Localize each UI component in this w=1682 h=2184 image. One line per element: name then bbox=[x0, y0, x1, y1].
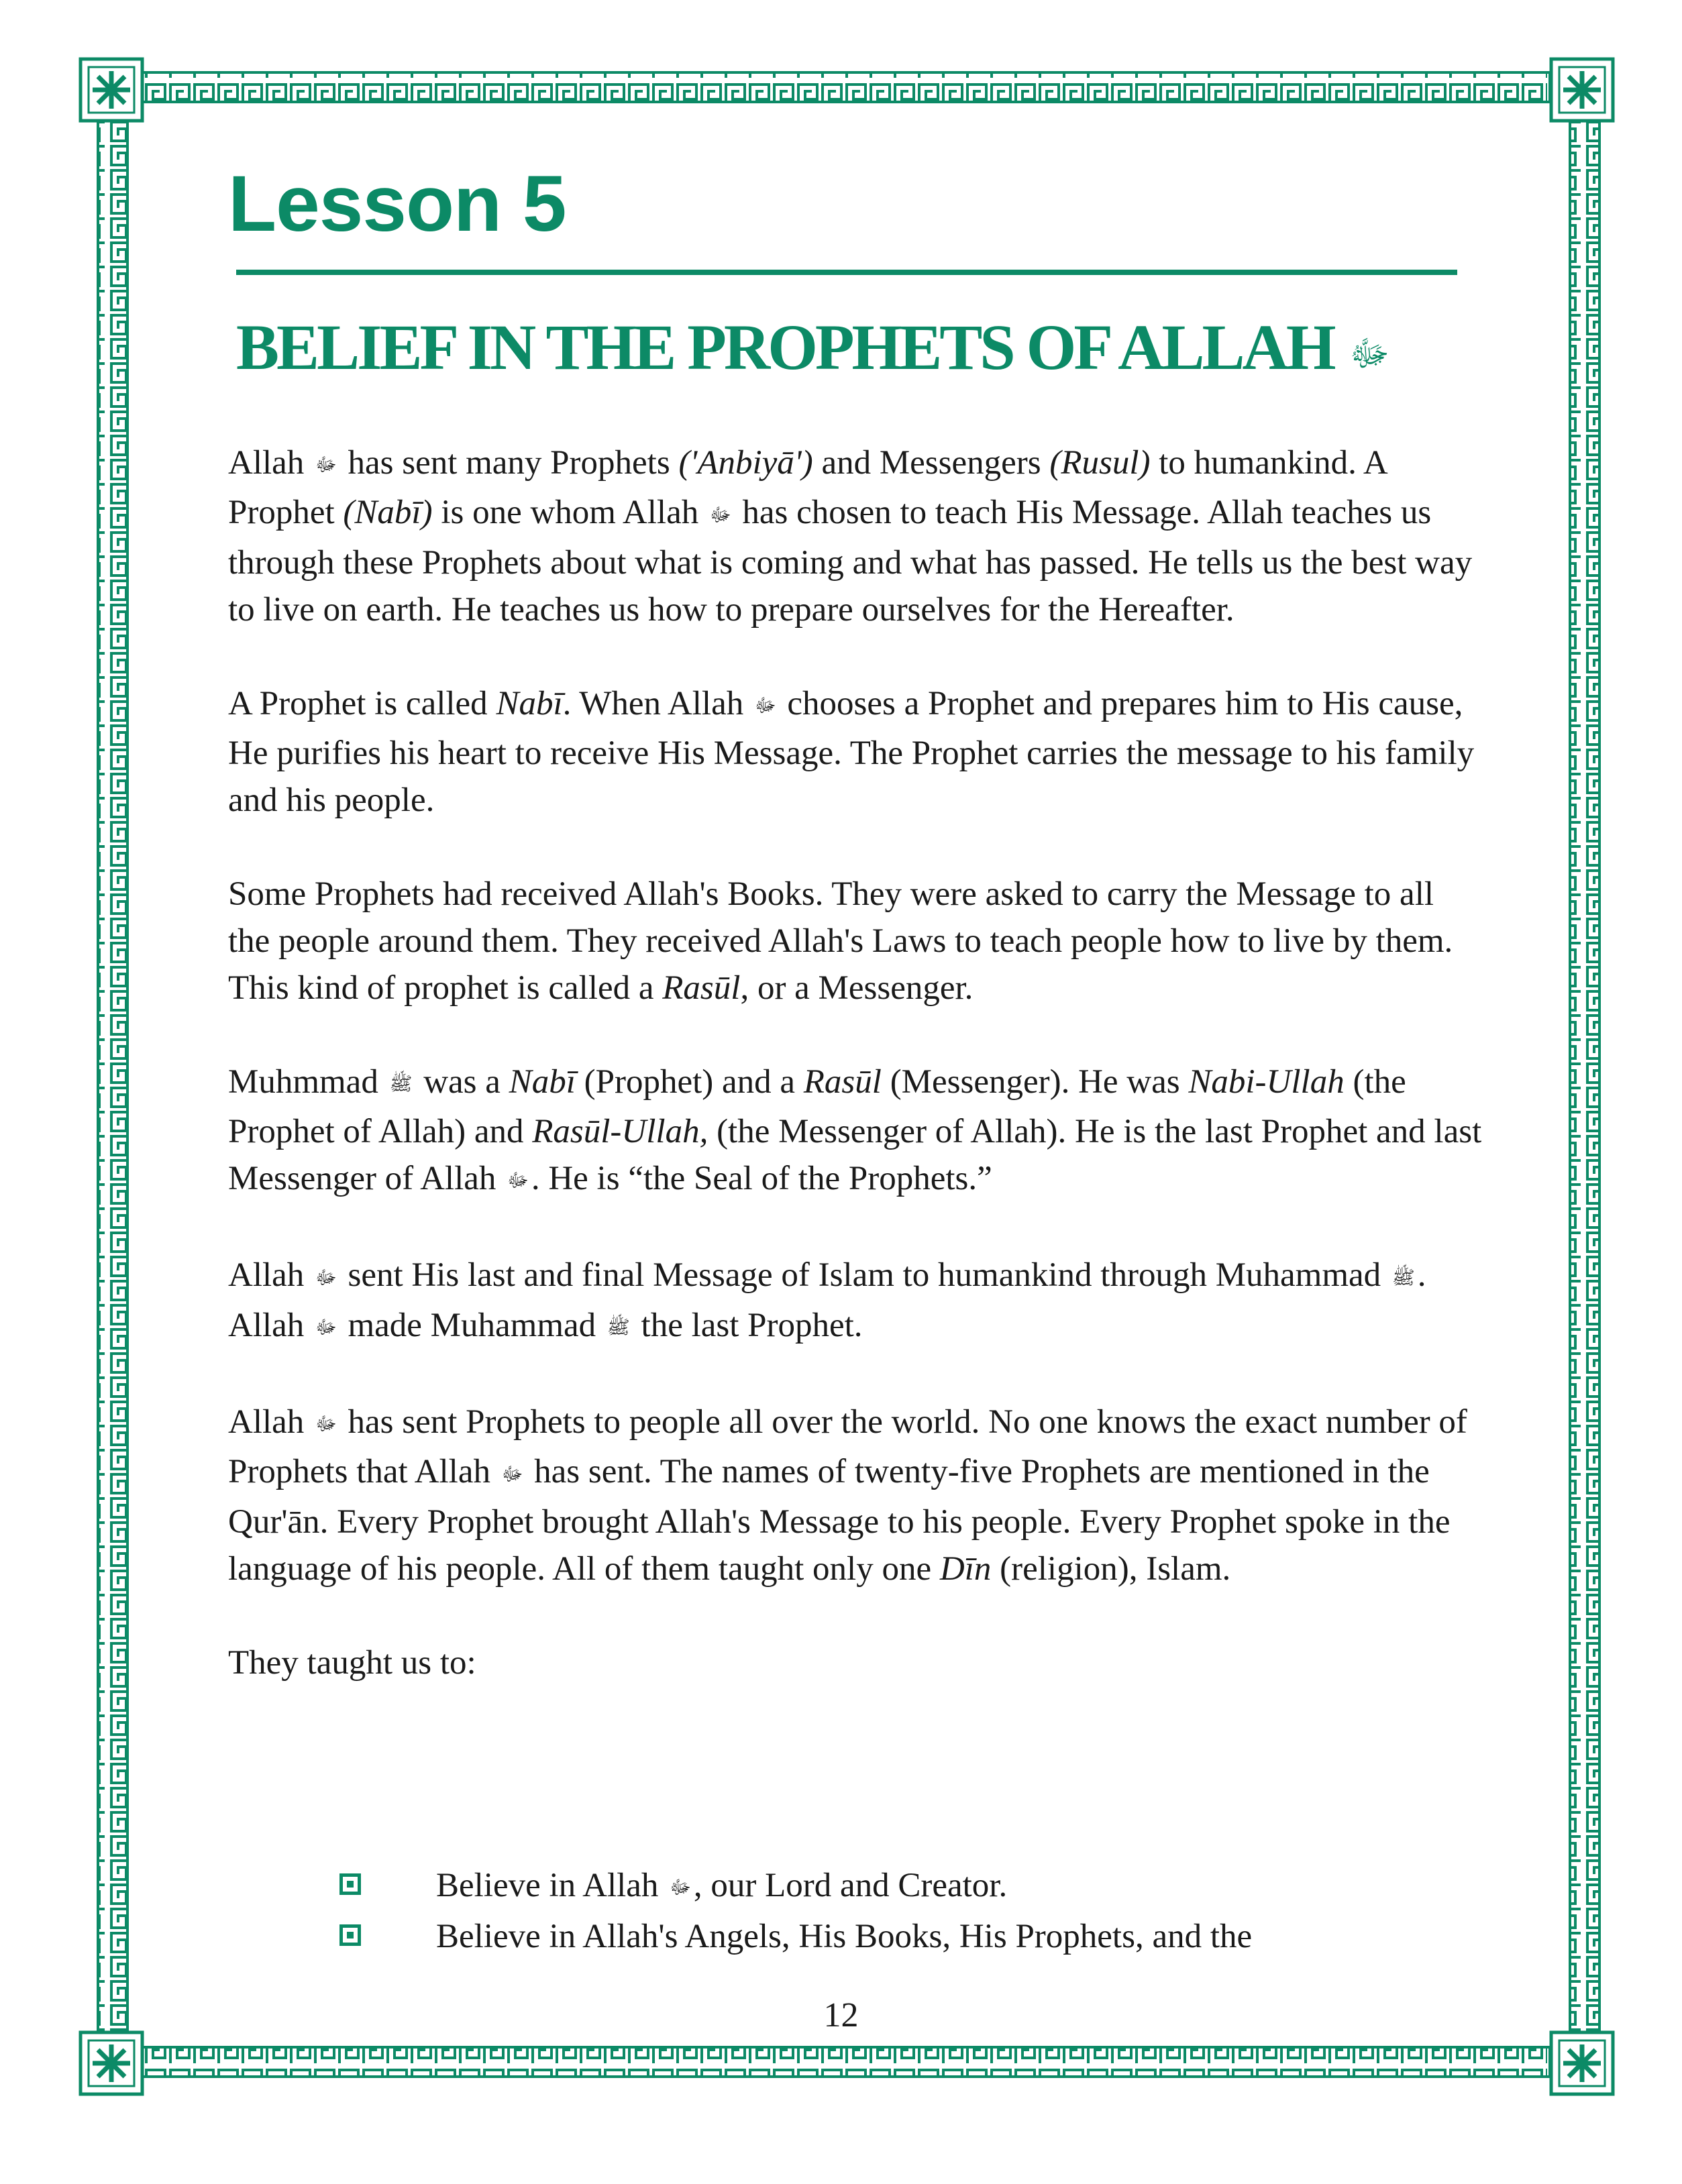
text-run: . Allah bbox=[228, 1256, 1426, 1344]
text-run: has sent Prophets to people all over the world. No one knows the exact number of Prophets that Allah bbox=[228, 1403, 1467, 1491]
text-run: A Prophet is called bbox=[228, 684, 496, 722]
term-rasul-ullah: Rasūl-Ullah, bbox=[532, 1113, 708, 1151]
term-rasul: Rasūl bbox=[662, 969, 741, 1007]
corner-ornament-bottom-left bbox=[81, 2032, 142, 2094]
paragraph-7 bbox=[228, 1639, 1483, 1686]
text-run: Allah bbox=[228, 1403, 313, 1441]
term-rasul: Rasūl bbox=[803, 1062, 882, 1101]
term-anbiya: ('Anbiyā') bbox=[678, 444, 813, 482]
text-run: (religion), Islam. bbox=[991, 1549, 1231, 1588]
corner-ornament-bottom-right bbox=[1551, 2032, 1613, 2094]
text-run: has sent. The names of twenty-five Prophets are mentioned in the Qur'ān. Every Prophet brought Allah's Message to his people. Every Prophet spoke in the language of his people. All of them taught only one bbox=[228, 1453, 1451, 1588]
paragraph-6 bbox=[228, 1399, 1483, 1592]
text-run: has chosen to teach His Message. Allah teaches us through these Prophets about what is coming and what has passed. He tells us the best way to live on earth. He teaches us how to prepare ourselves for the Hereafter. bbox=[228, 494, 1473, 629]
honorific-prophet-mark: ﷺ bbox=[1391, 1267, 1415, 1289]
text-run: They taught us to: bbox=[228, 1643, 476, 1682]
text-run: . He is “the Seal of the Prophets.” bbox=[531, 1160, 992, 1198]
honorific-allah-mark: ﷻ bbox=[709, 504, 731, 526]
text-run: has sent many Prophets bbox=[339, 444, 679, 482]
corner-ornament-top-left bbox=[81, 59, 142, 121]
page-number: 12 bbox=[823, 1996, 859, 2034]
term-nabi: Nabī bbox=[509, 1062, 576, 1101]
chapter-title bbox=[236, 311, 1392, 383]
list-item-text: , our Lord and Creator. bbox=[693, 1867, 1008, 1904]
text-run: is one whom Allah bbox=[432, 494, 707, 532]
chapter-title-text: BELIEF IN THE PROPHETS OF ALLAH bbox=[236, 311, 1334, 383]
term-din: Dīn bbox=[939, 1549, 992, 1588]
text-run: made Muhammad bbox=[339, 1306, 605, 1344]
text-run: sent His last and final Message of Islam to humankind through Muhammad bbox=[339, 1256, 1389, 1295]
text-run: (the Prophet of Allah) and bbox=[228, 1062, 1406, 1151]
text-run: Allah bbox=[228, 1256, 313, 1295]
honorific-allah-mark: ﷻ bbox=[501, 1464, 523, 1485]
text-run: (the Messenger of Allah). He is the last Prophet and last Messenger of Allah bbox=[228, 1113, 1482, 1198]
term-nabi-ullah: Nabi-Ullah bbox=[1188, 1062, 1345, 1101]
paragraph-5 bbox=[228, 1252, 1483, 1352]
text-run: and Messengers bbox=[812, 444, 1050, 482]
term-nabi: (Nabī) bbox=[343, 494, 433, 532]
square-bullet-icon bbox=[339, 1924, 361, 1946]
honorific-allah-mark: ﷻ bbox=[507, 1170, 529, 1192]
text-run: the last Prophet. bbox=[632, 1306, 863, 1344]
text-run: chooses a Prophet and prepares him to His cause, He purifies his heart to receive His Message. The Prophet carries the message to his family and his people. bbox=[228, 684, 1475, 819]
honorific-allah-mark: ﷻ bbox=[315, 455, 337, 476]
text-run: to humankind. A Prophet bbox=[228, 444, 1386, 532]
text-run: (Messenger). He was bbox=[881, 1062, 1189, 1101]
paragraph-4 bbox=[228, 1058, 1483, 1205]
lesson-body bbox=[228, 439, 1483, 1686]
text-run: Some Prophets had received Allah's Books. They were asked to carry the Message to all the people around them. They received Allah's Laws to teach people how to live by them. This kind of prophet is called a bbox=[228, 875, 1453, 1007]
square-bullet-icon bbox=[339, 1873, 361, 1895]
list-item-text: Believe in Allah's Angels, His Books, His Prophets, and the bbox=[436, 1918, 1253, 1956]
text-run: , or a Messenger. bbox=[740, 969, 974, 1007]
lesson-title: Lesson 5 bbox=[228, 160, 566, 248]
honorific-allah-mark: ﷻ bbox=[315, 1317, 337, 1339]
list-item bbox=[334, 1912, 1475, 1961]
paragraph-3 bbox=[228, 871, 1483, 1012]
corner-ornament-top-right bbox=[1551, 59, 1613, 121]
title-underline bbox=[236, 270, 1457, 275]
term-nabi: Nabī bbox=[496, 684, 563, 722]
paragraph-2 bbox=[228, 680, 1483, 824]
teachings-list bbox=[334, 1861, 1475, 1961]
honorific-prophet-mark: ﷺ bbox=[389, 1074, 413, 1095]
list-item-text: Believe in Allah bbox=[436, 1867, 668, 1904]
honorific-allah-mark: ﷻ bbox=[670, 1877, 691, 1899]
honorific-allah-mark: ﷻ bbox=[315, 1267, 337, 1289]
text-run: (Prophet) and a bbox=[575, 1062, 804, 1101]
honorific-prophet-mark: ﷺ bbox=[607, 1317, 630, 1339]
list-item bbox=[334, 1861, 1475, 1912]
text-run: was a bbox=[415, 1062, 509, 1101]
text-run: Muhmmad bbox=[228, 1062, 387, 1101]
paragraph-1 bbox=[228, 439, 1483, 633]
honorific-allah-mark: ﷻ bbox=[754, 695, 776, 716]
honorific-allah-mark: ﷻ bbox=[1349, 334, 1390, 374]
term-rusul: (Rusul) bbox=[1049, 444, 1151, 482]
honorific-allah-mark: ﷻ bbox=[315, 1414, 337, 1435]
text-run: Allah bbox=[228, 444, 313, 482]
text-run: . When Allah bbox=[562, 684, 752, 722]
